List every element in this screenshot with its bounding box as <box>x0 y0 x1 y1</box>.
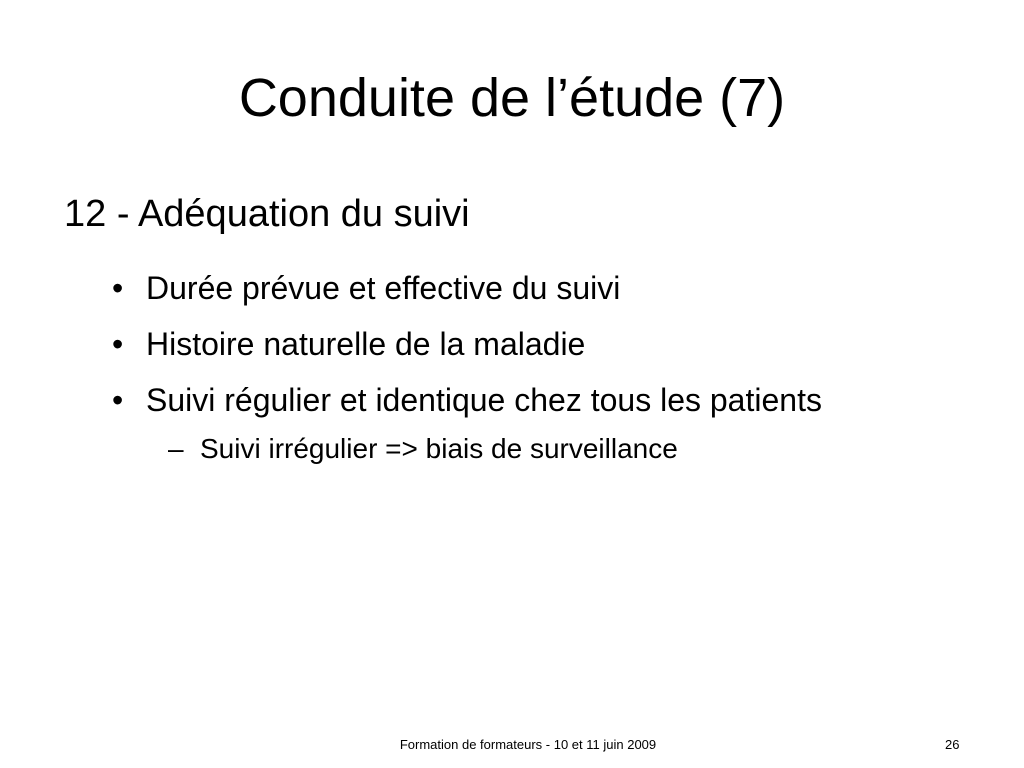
footer-text: Formation de formateurs - 10 et 11 juin 2009 <box>399 737 657 752</box>
sub-bullet-text: Suivi irrégulier => biais de surveillance <box>200 433 678 464</box>
slide-title: Conduite de l’étude (7) <box>238 68 786 128</box>
sub-bullet-marker: – <box>168 433 184 464</box>
bullet-marker: • <box>112 270 124 306</box>
bullet-text: Durée prévue et effective du suivi <box>146 270 621 306</box>
bullet-text: Histoire naturelle de la maladie <box>146 326 586 362</box>
bullet-text: Suivi régulier et identique chez tous les patients <box>146 382 822 418</box>
bullet-marker: • <box>112 326 124 362</box>
bullet-item <box>112 324 872 364</box>
bullet-item <box>112 380 872 468</box>
sub-bullet-item <box>146 430 872 468</box>
bullet-list <box>112 268 872 484</box>
bullet-item <box>112 268 872 308</box>
section-heading: 12 - Adéquation du suivi <box>64 193 470 235</box>
sub-bullet-list <box>146 430 872 468</box>
bullet-marker: • <box>112 382 124 418</box>
page-number: 26 <box>945 737 960 752</box>
